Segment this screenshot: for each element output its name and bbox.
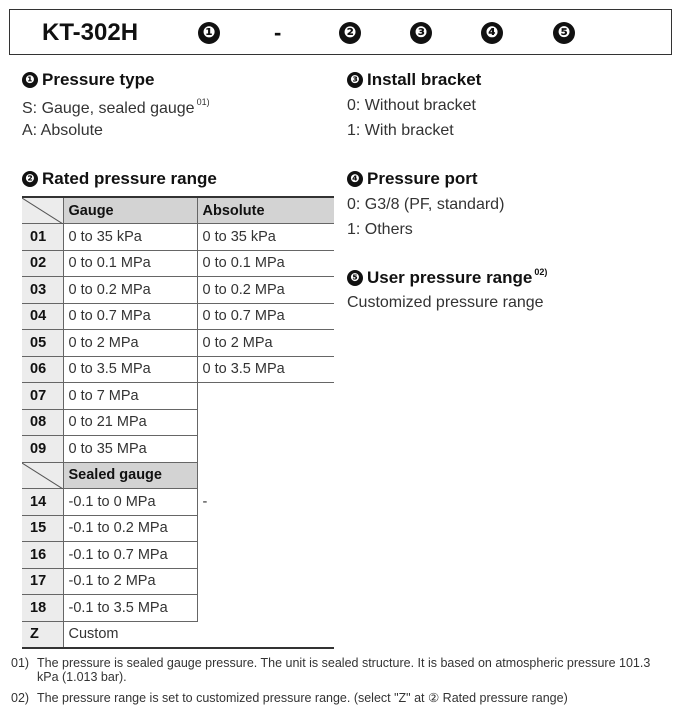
- gauge-column-header: Gauge: [63, 197, 197, 224]
- gauge-cell: 0 to 35 MPa: [63, 436, 197, 463]
- gauge-cell: 0 to 35 kPa: [63, 224, 197, 251]
- rated-range-title: [22, 169, 217, 189]
- pressure-type-option-a: A: Absolute: [22, 122, 103, 139]
- row-code: 14: [22, 489, 63, 516]
- absolute-cell: 0 to 3.5 MPa: [197, 356, 334, 383]
- rated-range-table: [22, 196, 334, 649]
- gauge-cell: -0.1 to 0.7 MPa: [63, 542, 197, 569]
- user-range-title: [347, 267, 547, 288]
- absolute-cell: 0 to 0.2 MPa: [197, 277, 334, 304]
- rated-range-marker: ❷: [22, 171, 38, 187]
- footnote-number: 01): [11, 656, 30, 670]
- pressure-type-title-text: Pressure type: [42, 70, 155, 89]
- model-code-box: [9, 9, 672, 55]
- row-code: Z: [22, 621, 63, 648]
- model-name: KT-302H: [42, 19, 139, 46]
- row-code: 04: [22, 303, 63, 330]
- slot-4-marker: ❹: [481, 22, 503, 44]
- footnote-ref-01: 01): [196, 97, 210, 107]
- user-range-marker: ❺: [347, 270, 363, 286]
- row-code: 09: [22, 436, 63, 463]
- table-row: [22, 250, 334, 277]
- pressure-port-option-0: 0: G3/8 (PF, standard): [347, 196, 505, 213]
- table-row: [22, 356, 334, 383]
- custom-row: [22, 621, 334, 648]
- row-code: 17: [22, 568, 63, 595]
- gauge-cell: 0 to 0.7 MPa: [63, 303, 197, 330]
- pressure-type-option-s: [22, 97, 210, 118]
- slot-3-marker: ❸: [410, 22, 432, 44]
- pressure-port-marker: ❹: [347, 171, 363, 187]
- user-range-description: Customized pressure range: [347, 294, 544, 311]
- row-code: 07: [22, 383, 63, 410]
- absolute-na-dash: -: [202, 494, 208, 510]
- row-code: 08: [22, 409, 63, 436]
- pressure-port-option-1: 1: Others: [347, 221, 413, 238]
- row-code: 16: [22, 542, 63, 569]
- install-bracket-marker: ❸: [347, 72, 363, 88]
- diagonal-header-cell: [22, 462, 63, 489]
- diagonal-header-cell: [22, 197, 63, 224]
- row-code: 15: [22, 515, 63, 542]
- diagonal-line: [22, 463, 63, 489]
- gauge-cell: -0.1 to 3.5 MPa: [63, 595, 197, 622]
- slot-1-marker: ❶: [198, 22, 220, 44]
- table-row: [22, 330, 334, 357]
- row-code: 18: [22, 595, 63, 622]
- table-row: [22, 277, 334, 304]
- absolute-cell: 0 to 2 MPa: [197, 330, 334, 357]
- gauge-cell: -0.1 to 0 MPa: [63, 489, 197, 516]
- row-code: 03: [22, 277, 63, 304]
- footnote-text: The pressure is sealed gauge pressure. The unit is sealed structure. It is based on atmospheric pressure 101.3 kPa (1.013 bar).: [37, 656, 651, 684]
- absolute-cell: 0 to 0.1 MPa: [197, 250, 334, 277]
- gauge-cell: 0 to 3.5 MPa: [63, 356, 197, 383]
- gauge-cell: -0.1 to 2 MPa: [63, 568, 197, 595]
- table-row: [22, 224, 334, 251]
- install-bracket-title-text: Install bracket: [367, 70, 482, 89]
- table-row: [22, 303, 334, 330]
- absolute-column-header: Absolute: [197, 197, 334, 224]
- gauge-cell: 0 to 7 MPa: [63, 383, 197, 410]
- install-bracket-option-0: 0: Without bracket: [347, 97, 476, 114]
- table-header-row: [22, 197, 334, 224]
- slot-separator: -: [274, 20, 282, 45]
- custom-cell: Custom: [63, 621, 334, 648]
- slot-2-marker: ❷: [339, 22, 361, 44]
- absolute-not-available-cell: [197, 383, 334, 622]
- gauge-cell: 0 to 0.2 MPa: [63, 277, 197, 304]
- slot-5-marker: ❺: [553, 22, 575, 44]
- rated-range-title-text: Rated pressure range: [42, 169, 217, 188]
- absolute-cell: 0 to 35 kPa: [197, 224, 334, 251]
- diagonal-line: [22, 198, 63, 224]
- gauge-cell: 0 to 21 MPa: [63, 409, 197, 436]
- user-range-title-text: User pressure range: [367, 268, 533, 287]
- pressure-type-option-s-text: S: Gauge, sealed gauge: [22, 100, 195, 117]
- install-bracket-option-1: 1: With bracket: [347, 122, 454, 139]
- install-bracket-title: [347, 70, 481, 90]
- row-code: 01: [22, 224, 63, 251]
- footnote-number: 02): [11, 691, 30, 705]
- row-code: 02: [22, 250, 63, 277]
- gauge-cell: 0 to 2 MPa: [63, 330, 197, 357]
- table-row: [22, 383, 334, 410]
- sealed-gauge-header: Sealed gauge: [63, 462, 197, 489]
- row-code: 06: [22, 356, 63, 383]
- footnote-text: The pressure range is set to customized pressure range. (select "Z" at ② Rated pressure range): [37, 691, 568, 705]
- gauge-cell: 0 to 0.1 MPa: [63, 250, 197, 277]
- row-code: 05: [22, 330, 63, 357]
- pressure-port-title: [347, 169, 478, 189]
- gauge-cell: -0.1 to 0.2 MPa: [63, 515, 197, 542]
- pressure-port-title-text: Pressure port: [367, 169, 478, 188]
- pressure-type-marker: ❶: [22, 72, 38, 88]
- absolute-cell: 0 to 0.7 MPa: [197, 303, 334, 330]
- pressure-type-title: [22, 70, 154, 90]
- footnote-ref-02: 02): [534, 267, 548, 277]
